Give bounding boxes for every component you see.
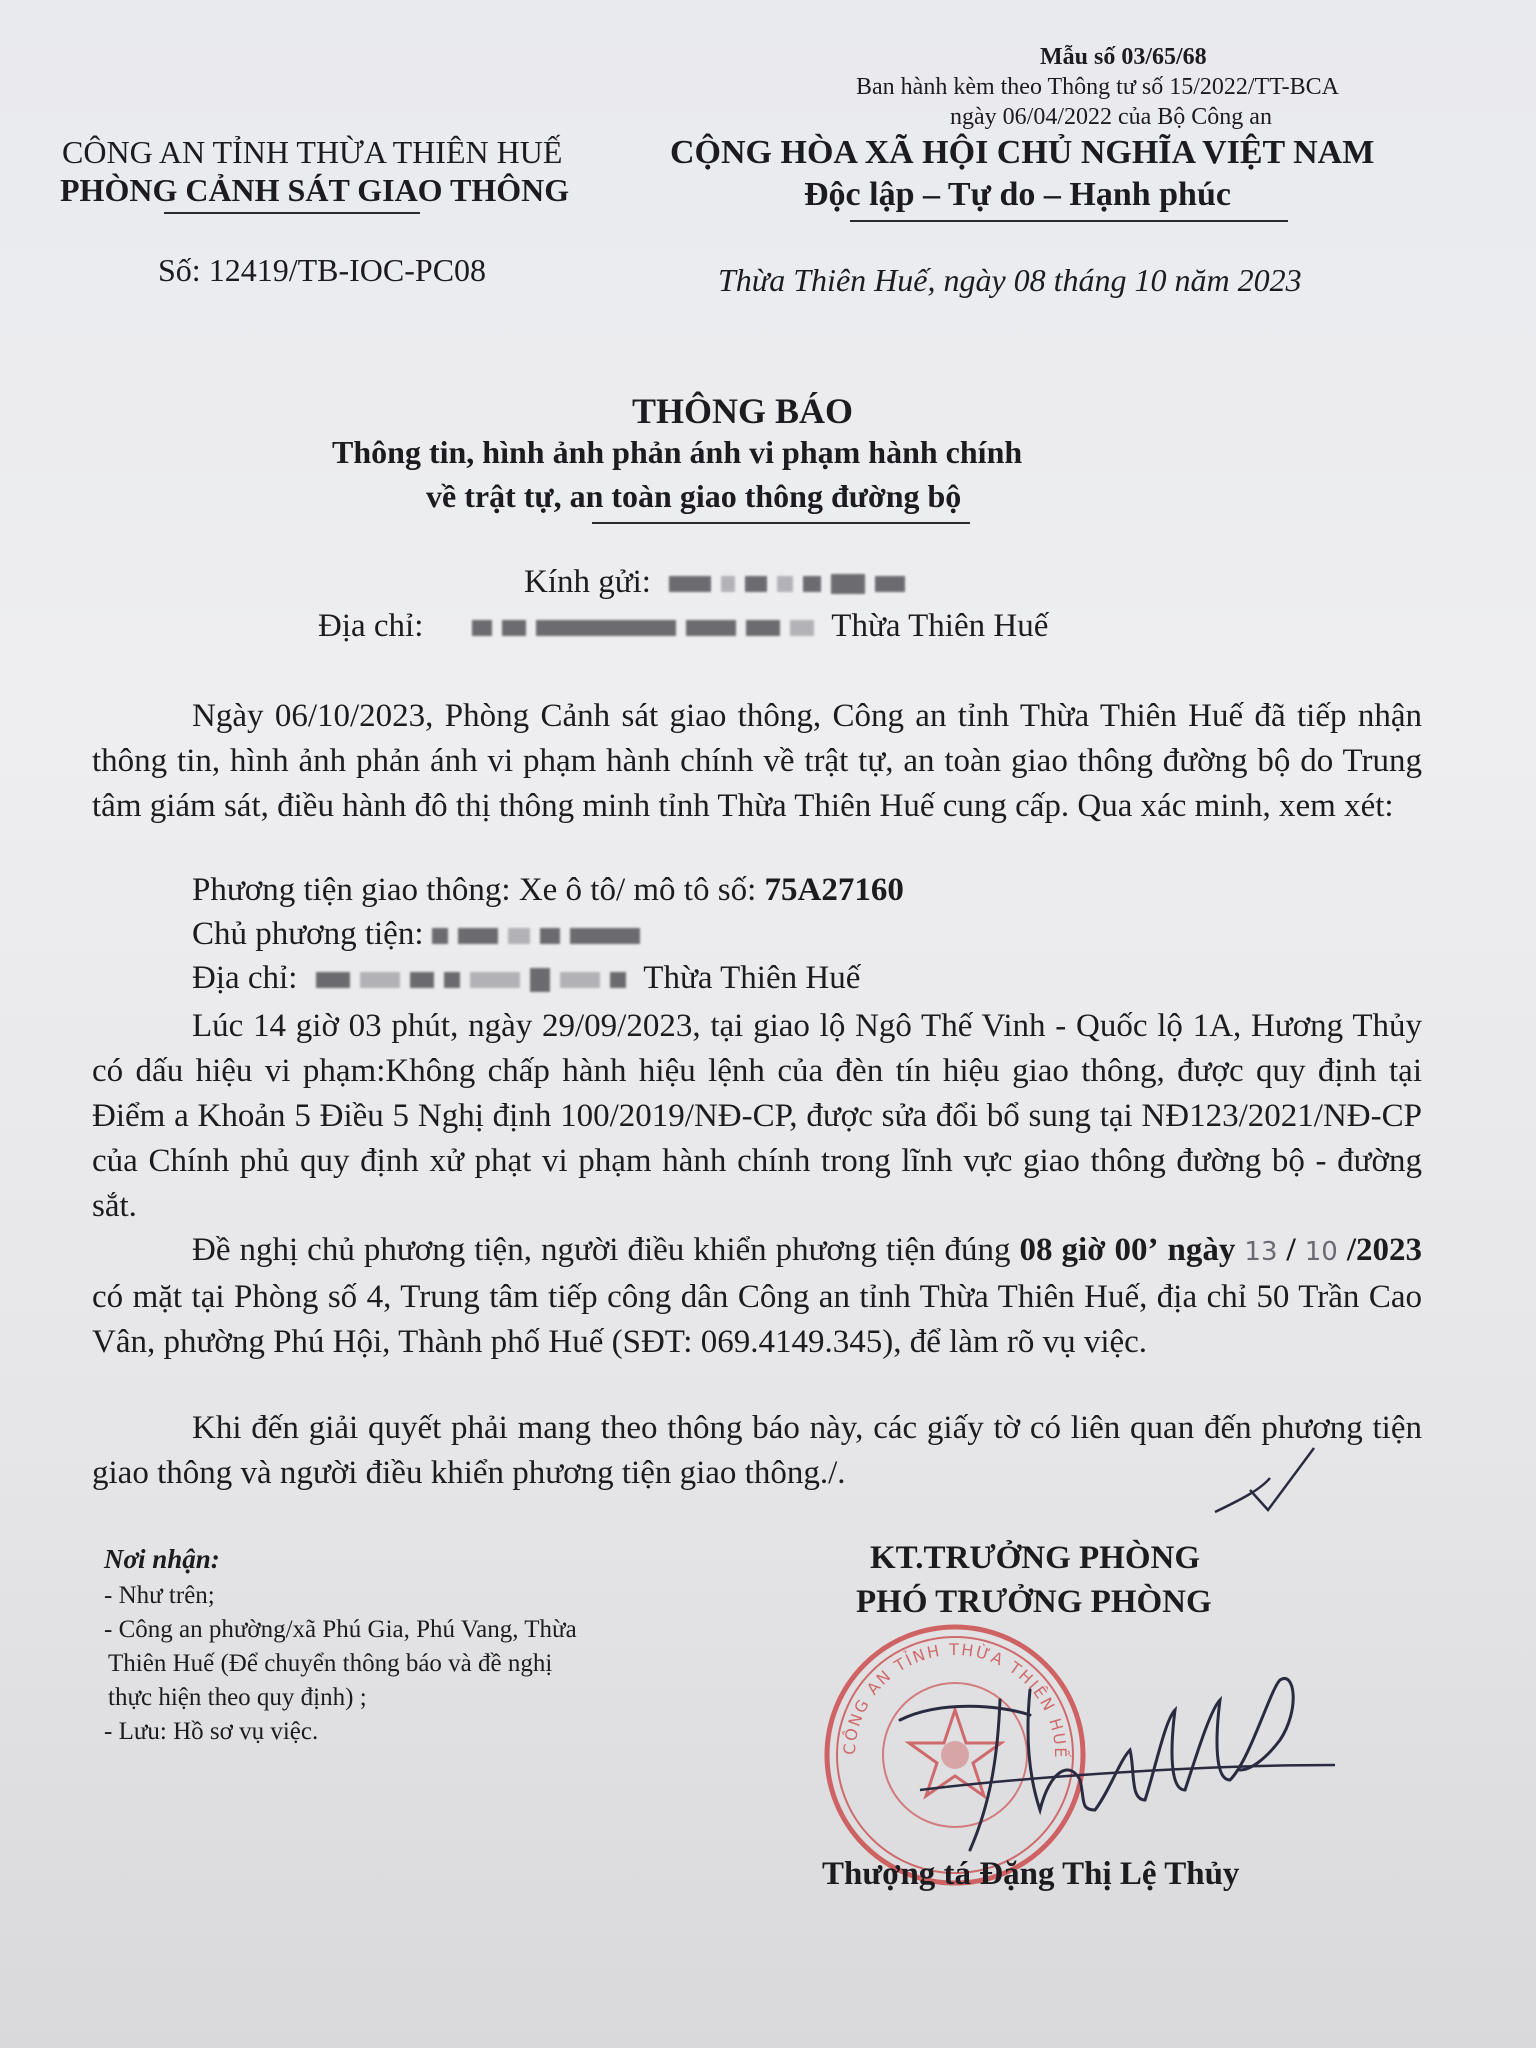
nation-motto: Độc lập – Tự do – Hạnh phúc (804, 176, 1231, 213)
owner-address-redacted (316, 960, 644, 996)
agency-line2: PHÒNG CẢNH SÁT GIAO THÔNG (60, 172, 570, 208)
owner-label: Chủ phương tiện: (192, 916, 424, 952)
p3-text-b: có mặt tại Phòng số 4, Trung tâm tiếp công dân Công an tỉnh Thừa Thiên Huế, địa chỉ 50 Trần Cao Vân, phường Phú Hội, Thành phố Huế (SĐT: 069.4149.345), để làm rõ vụ việc. (92, 1279, 1422, 1360)
owner-line (192, 916, 650, 953)
appointment-year: /2023 (1337, 1232, 1423, 1268)
recipients-title: Nơi nhận: (104, 1544, 220, 1574)
vehicle-plate: 75A27160 (764, 872, 904, 908)
handwritten-signature (880, 1660, 1340, 1860)
recipient-address-tail: Thừa Thiên Huế (831, 608, 1049, 644)
place-date: Thừa Thiên Huế, ngày 08 tháng 10 năm 2023 (718, 262, 1302, 298)
stamp-text: CÔNG AN TỈNH THỪA THIÊN HUẾ (839, 1640, 1071, 1760)
body-paragraph-1: Ngày 06/10/2023, Phòng Cảnh sát giao thông, Công an tỉnh Thừa Thiên Huế đã tiếp nhận thông tin, hình ảnh phản ánh vi phạm hành chính về trật tự, an toàn giao thông đường bộ do Trung tâm giám sát, điều hành đô thị thông minh tỉnh Thừa Thiên Huế cung cấp. Qua xác minh, xem xét: (92, 698, 1422, 824)
appointment-day-label: ngày (1167, 1232, 1245, 1268)
form-number: Mẫu số 03/65/68 (1040, 44, 1207, 70)
recipients-item-3: Thiên Huế (Để chuyển thông báo và đề nghị (108, 1650, 553, 1677)
body-paragraph-4: Khi đến giải quyết phải mang theo thông báo này, các giấy tờ có liên quan đến phương tiện giao thông và người điều khiển phương tiện giao thông./. (92, 1410, 1422, 1491)
agency-underline (164, 212, 420, 214)
recipient-to (524, 564, 915, 601)
notice-subtitle-1: Thông tin, hình ảnh phản ánh vi phạm hành chính (332, 434, 1023, 470)
nation-line1: CỘNG HÒA XÃ HỘI CHỦ NGHĨA VIỆT NAM (670, 134, 1375, 171)
agency-line1: CÔNG AN TỈNH THỪA THIÊN HUẾ (62, 134, 563, 170)
owner-address-line (192, 960, 860, 997)
recipient-address-label: Địa chỉ: (318, 608, 424, 644)
form-issued-with: Ban hành kèm theo Thông tư số 15/2022/TT-BCA (856, 74, 1339, 100)
form-issued-date: ngày 06/04/2022 của Bộ Công an (950, 104, 1272, 130)
recipients-item-2: - Công an phường/xã Phú Gia, Phú Vang, Thừa (104, 1616, 577, 1643)
recipients-item-4: thực hiện theo quy định) ; (108, 1684, 367, 1711)
owner-name-redacted (432, 916, 650, 952)
recipient-address-redacted (472, 608, 832, 644)
recipient-to-label: Kính gửi: (524, 564, 651, 600)
appointment-time: 08 giờ 00’ (1019, 1232, 1159, 1268)
recipients-item-5: - Lưu: Hồ sơ vụ việc. (104, 1718, 319, 1745)
body-paragraph-2: Lúc 14 giờ 03 phút, ngày 29/09/2023, tại giao lộ Ngô Thế Vinh - Quốc lộ 1A, Hương Thủy có dấu hiệu vi phạm:Không chấp hành hiệu lệnh của đèn tín hiệu giao thông, được quy định tại Điểm a Khoản 5 Điều 5 Nghị định 100/2019/NĐ-CP, được sửa đổi bổ sung tại NĐ123/2021/NĐ-CP của Chính phủ quy định xử phạt vi phạm hành chính trong lĩnh vực giao thông đường bộ - đường sắt. (92, 1008, 1422, 1224)
initial-mark (1210, 1440, 1320, 1520)
notice-title: THÔNG BÁO (632, 391, 854, 431)
p3-text-a: Đề nghị chủ phương tiện, người điều khiển phương tiện đúng (192, 1232, 1020, 1268)
document-number: Số: 12419/TB-IOC-PC08 (158, 252, 487, 288)
appointment-slash: / (1277, 1232, 1305, 1268)
nation-underline (850, 220, 1288, 222)
title-underline (592, 522, 970, 524)
vehicle-line (192, 872, 904, 909)
appointment-day: 13 (1244, 1237, 1278, 1267)
recipient-name-redacted (669, 564, 915, 600)
recipient-address (318, 608, 1048, 645)
owner-address-label: Địa chỉ: (192, 960, 298, 996)
recipients-item-1: - Như trên; (104, 1582, 215, 1609)
vehicle-label: Phương tiện giao thông: Xe ô tô/ mô tô số: (192, 872, 765, 908)
signature-title-2: PHÓ TRƯỞNG PHÒNG (856, 1584, 1212, 1620)
body-paragraph-3 (92, 1228, 1422, 1365)
owner-address-tail: Thừa Thiên Huế (643, 960, 861, 996)
signer-name: Thượng tá Đặng Thị Lệ Thủy (822, 1856, 1240, 1892)
appointment-month: 10 (1304, 1237, 1338, 1267)
signature-title-1: KT.TRƯỞNG PHÒNG (870, 1540, 1200, 1576)
notice-subtitle-2: về trật tự, an toàn giao thông đường bộ (426, 478, 962, 514)
